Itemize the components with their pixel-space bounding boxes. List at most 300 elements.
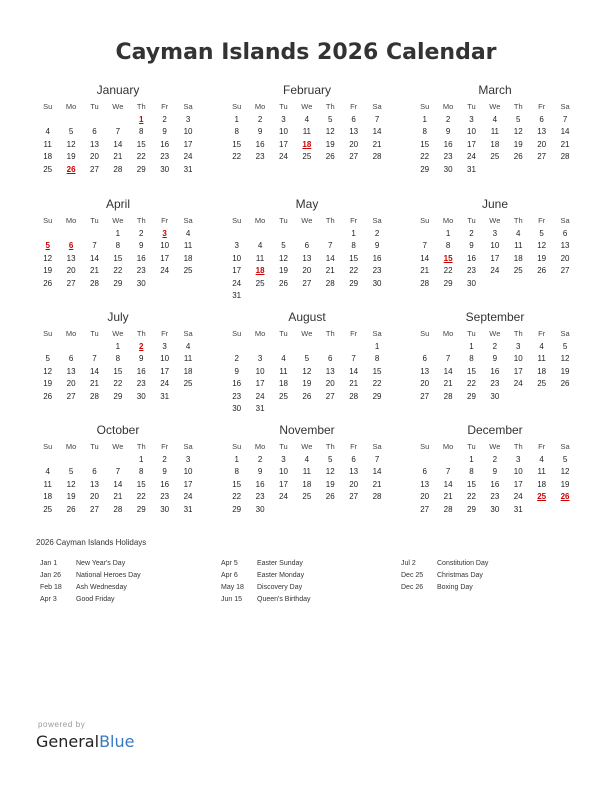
day-cell: 13 <box>349 127 359 137</box>
day-cell: 11 <box>302 467 312 477</box>
day-cell: 3 <box>185 455 191 464</box>
day-cell: 19 <box>513 139 523 149</box>
week-row <box>36 479 200 491</box>
weekday-label: Th <box>136 102 146 111</box>
day-cell: 29 <box>232 504 242 514</box>
day-cell: 3 <box>257 354 263 364</box>
day-cell: 13 <box>349 467 359 477</box>
day-cell <box>342 290 365 302</box>
holiday-entry <box>401 558 571 570</box>
day-cell: 12 <box>66 479 76 489</box>
holiday-column <box>40 558 210 606</box>
day-cell: 19 <box>325 139 335 149</box>
holiday-name: Queen's Birthday <box>257 596 311 603</box>
week-row <box>413 240 577 252</box>
day-cell: 18 <box>279 379 288 389</box>
day-cell: 22 <box>443 266 453 276</box>
weekday-label: Sa <box>183 102 193 111</box>
day-cell: 29 <box>443 278 453 288</box>
day-cell: 13 <box>302 253 312 263</box>
day-cell: 24 <box>279 152 288 162</box>
day-cell: 6 <box>422 354 427 364</box>
day-cell <box>295 403 318 415</box>
day-cell: 17 <box>255 379 265 389</box>
weekday-label: Fr <box>538 102 546 111</box>
day-cell <box>483 164 506 176</box>
day-cell: 21 <box>443 492 453 502</box>
day-cell: 20 <box>349 139 359 149</box>
day-cell: 13 <box>420 366 430 376</box>
day-cell: 23 <box>136 379 146 389</box>
day-cell: 22 <box>113 266 123 276</box>
week-row <box>36 341 200 353</box>
day-cell: 28 <box>560 152 570 162</box>
weekday-label: Th <box>513 216 523 225</box>
day-cell: 29 <box>372 391 382 401</box>
day-cell: 3 <box>234 241 239 251</box>
month-name: July <box>107 310 129 324</box>
week-row <box>36 278 200 290</box>
day-cell: 22 <box>467 492 476 502</box>
weekday-label: Tu <box>467 442 476 451</box>
day-cell: 12 <box>560 354 570 364</box>
week-row <box>413 228 577 240</box>
day-cell: 14 <box>349 366 359 376</box>
day-cell: 8 <box>445 241 451 251</box>
day-cell: 16 <box>490 366 500 376</box>
day-cell: 31 <box>183 164 193 174</box>
day-cell: 21 <box>113 152 123 162</box>
day-cell: 13 <box>90 139 99 149</box>
day-cell <box>553 504 576 516</box>
day-cell: 22 <box>467 379 476 389</box>
day-cell: 10 <box>232 253 242 263</box>
day-cell <box>342 504 365 516</box>
day-cell: 20 <box>420 492 430 502</box>
day-cell: 9 <box>492 467 498 477</box>
holiday-name: Good Friday <box>76 596 115 603</box>
day-cell: 26 <box>302 391 312 401</box>
day-cell: 30 <box>232 403 242 413</box>
day-cell: 10 <box>160 241 170 251</box>
day-cell: 27 <box>66 278 76 288</box>
day-cell: 8 <box>422 127 427 137</box>
day-cell: 16 <box>255 479 265 489</box>
day-cell: 9 <box>139 354 144 364</box>
day-cell: 12 <box>537 241 547 251</box>
day-cell: 10 <box>183 467 193 477</box>
weekday-header <box>413 100 577 114</box>
day-cell <box>176 391 199 403</box>
weekday-label: Sa <box>183 216 193 225</box>
holiday-entry <box>221 558 391 570</box>
weekday-label: Fr <box>161 216 169 225</box>
day-cell: 11 <box>490 127 500 137</box>
day-cell: 8 <box>469 354 474 364</box>
day-cell: 2 <box>374 229 380 238</box>
week-row <box>36 114 200 126</box>
month-name: August <box>288 310 326 324</box>
holiday-entry <box>40 570 210 582</box>
holiday-column <box>221 558 391 606</box>
day-cell: 30 <box>255 504 265 514</box>
day-cell <box>413 228 436 240</box>
week-row <box>36 253 200 265</box>
weekday-label: Su <box>232 329 242 338</box>
holiday-name: New Year's Day <box>76 560 126 567</box>
day-cell: 2 <box>234 354 239 364</box>
day-cell: 19 <box>43 266 53 276</box>
day-cell: 12 <box>43 253 53 263</box>
day-cell: 8 <box>374 354 380 364</box>
weekday-label: Th <box>136 216 146 225</box>
day-cell: 14 <box>90 253 99 263</box>
day-cell: 26 <box>537 266 547 276</box>
week-row <box>413 278 577 290</box>
week-row <box>225 278 389 290</box>
day-cell: 10 <box>467 127 476 137</box>
day-cell: 22 <box>136 492 146 502</box>
week-row <box>225 378 389 390</box>
day-cell: 25 <box>302 492 312 502</box>
holiday-entry <box>40 582 210 594</box>
day-cell: 6 <box>304 241 310 251</box>
month-january <box>36 83 200 176</box>
holiday-date: Dec 25 <box>401 572 424 579</box>
weekday-label: We <box>112 216 124 225</box>
day-cell: 12 <box>560 467 570 477</box>
day-cell: 18 <box>302 479 312 489</box>
day-cell: 16 <box>160 479 170 489</box>
day-cell: 8 <box>115 354 121 364</box>
day-cell: 1 <box>234 455 239 464</box>
week-row <box>225 341 389 353</box>
day-cell <box>365 403 388 415</box>
month-march <box>413 83 577 176</box>
weekday-header <box>413 327 577 341</box>
day-cell <box>59 114 82 126</box>
day-cell: 26 <box>513 152 523 162</box>
logo-text-general: General <box>36 732 100 751</box>
day-cell: 28 <box>325 278 335 288</box>
holiday-date: Dec 26 <box>401 584 424 591</box>
day-cell: 8 <box>351 241 356 251</box>
day-cell: 17 <box>279 479 288 489</box>
day-cell: 27 <box>420 391 430 401</box>
week-row <box>413 353 577 365</box>
day-cell: 14 <box>420 253 430 263</box>
day-cell: 15 <box>467 479 476 489</box>
day-cell: 10 <box>490 241 500 251</box>
holiday-entry <box>221 570 391 582</box>
day-cell: 28 <box>443 504 453 514</box>
day-cell: 2 <box>139 229 144 238</box>
day-cell: 10 <box>255 366 265 376</box>
day-cell: 5 <box>328 115 333 124</box>
day-cell: 4 <box>185 229 191 238</box>
day-cell: 17 <box>232 266 242 276</box>
day-cell: 24 <box>279 492 288 502</box>
day-cell: 7 <box>328 241 333 251</box>
day-cell <box>272 403 295 415</box>
day-cell: 21 <box>372 479 382 489</box>
week-row <box>225 366 389 378</box>
weekday-label: Th <box>325 442 335 451</box>
month-name: February <box>282 83 332 97</box>
holiday-date: Jan 1 <box>40 560 58 567</box>
weekday-label: We <box>489 442 501 451</box>
day-cell: 24 <box>467 152 476 162</box>
day-cell: 16 <box>443 139 453 149</box>
day-cell <box>248 341 271 353</box>
weekday-label: We <box>301 216 313 225</box>
day-cell: 4 <box>492 115 498 124</box>
day-cell: 25 <box>490 152 500 162</box>
day-cell: 30 <box>490 504 500 514</box>
day-cell <box>530 278 553 290</box>
day-cell: 9 <box>492 354 498 364</box>
day-cell <box>59 454 82 466</box>
day-cell: 7 <box>115 467 121 477</box>
day-cell: 9 <box>162 467 167 477</box>
day-cell: 9 <box>374 241 380 251</box>
weekday-label: We <box>112 329 124 338</box>
weekday-header <box>36 214 200 228</box>
weekday-label: Tu <box>467 216 476 225</box>
week-row <box>36 164 200 176</box>
day-cell: 15 <box>232 479 242 489</box>
day-cell: 7 <box>374 115 380 124</box>
day-cell: 7 <box>351 354 356 364</box>
day-cell: 30 <box>490 391 500 401</box>
day-cell: 19 <box>560 366 570 376</box>
day-cell: 14 <box>372 127 382 137</box>
holiday-day: 5 <box>45 241 50 251</box>
day-cell: 11 <box>537 467 546 477</box>
holiday-column <box>401 558 571 594</box>
holidays-title: 2026 Cayman Islands Holidays <box>36 538 147 547</box>
day-cell: 13 <box>420 479 430 489</box>
day-cell: 26 <box>43 391 53 401</box>
day-cell <box>59 341 82 353</box>
week-row <box>225 504 389 516</box>
day-cell: 23 <box>232 391 242 401</box>
weekday-label: Th <box>136 442 146 451</box>
week-row <box>413 366 577 378</box>
day-cell: 6 <box>351 115 356 124</box>
weekday-label: Sa <box>372 102 382 111</box>
weekday-label: Fr <box>161 329 169 338</box>
day-cell: 9 <box>445 127 451 137</box>
day-cell: 27 <box>349 492 359 502</box>
weekday-label: Tu <box>279 102 288 111</box>
day-cell: 11 <box>43 479 52 489</box>
day-cell <box>553 164 576 176</box>
weekday-label: Tu <box>90 102 99 111</box>
day-cell: 24 <box>183 152 193 162</box>
day-cell: 22 <box>349 266 359 276</box>
day-cell: 13 <box>66 253 76 263</box>
weekday-header <box>225 100 389 114</box>
weekday-label: Su <box>43 329 53 338</box>
day-cell: 27 <box>66 391 76 401</box>
day-cell: 24 <box>160 266 170 276</box>
day-cell: 6 <box>92 467 97 477</box>
month-name: June <box>481 197 509 211</box>
holiday-day: 25 <box>537 492 547 502</box>
week-row <box>413 126 577 138</box>
day-cell: 17 <box>513 479 523 489</box>
day-cell: 24 <box>255 391 265 401</box>
day-cell: 2 <box>162 455 167 464</box>
day-cell <box>106 114 129 126</box>
weekday-label: Tu <box>90 442 99 451</box>
day-cell: 4 <box>304 455 310 464</box>
day-cell: 13 <box>537 127 547 137</box>
day-cell: 12 <box>279 253 288 263</box>
day-cell: 1 <box>234 115 239 124</box>
day-cell: 17 <box>160 253 170 263</box>
day-cell: 25 <box>183 379 193 389</box>
day-cell: 1 <box>351 229 356 238</box>
day-cell: 14 <box>372 467 382 477</box>
day-cell: 16 <box>232 379 242 389</box>
day-cell: 24 <box>513 379 523 389</box>
day-cell: 21 <box>113 492 123 502</box>
day-cell: 1 <box>469 342 474 351</box>
day-cell: 28 <box>372 492 382 502</box>
day-cell: 6 <box>92 127 97 137</box>
weekday-label: Su <box>43 102 53 111</box>
day-cell <box>319 341 342 353</box>
month-name: May <box>295 197 319 211</box>
day-cell: 6 <box>422 467 427 477</box>
day-cell: 25 <box>183 266 193 276</box>
day-cell: 27 <box>325 391 335 401</box>
day-cell: 15 <box>113 253 123 263</box>
day-cell: 4 <box>281 354 286 364</box>
holiday-name: Boxing Day <box>437 584 473 591</box>
day-cell: 7 <box>422 241 427 251</box>
week-row <box>225 139 389 151</box>
weekday-label: We <box>301 102 313 111</box>
week-row <box>225 126 389 138</box>
day-cell: 26 <box>279 278 288 288</box>
week-row <box>413 391 577 403</box>
day-cell: 23 <box>490 492 500 502</box>
day-cell: 23 <box>372 266 382 276</box>
day-cell: 25 <box>537 379 547 389</box>
weekday-label: Fr <box>161 442 169 451</box>
day-cell: 17 <box>183 479 193 489</box>
day-cell: 11 <box>255 253 265 263</box>
weekday-label: Tu <box>467 329 476 338</box>
day-cell: 6 <box>351 455 356 464</box>
week-row <box>413 164 577 176</box>
day-cell: 4 <box>185 342 191 351</box>
day-cell: 13 <box>325 366 335 376</box>
day-cell: 4 <box>539 342 544 351</box>
weekday-label: Fr <box>350 216 358 225</box>
week-row <box>413 114 577 126</box>
day-cell: 15 <box>467 366 476 376</box>
weekday-header <box>413 214 577 228</box>
day-cell: 9 <box>469 241 474 251</box>
day-cell: 2 <box>257 115 263 124</box>
holiday-name: Ash Wednesday <box>76 584 127 591</box>
day-cell: 28 <box>420 278 430 288</box>
holiday-day: 6 <box>68 241 74 251</box>
day-cell: 30 <box>160 504 170 514</box>
holiday-date: Apr 6 <box>221 572 238 579</box>
day-cell <box>272 504 295 516</box>
day-cell: 15 <box>136 139 146 149</box>
week-row <box>413 466 577 478</box>
day-cell: 24 <box>232 278 242 288</box>
day-cell: 6 <box>562 229 568 238</box>
day-cell: 15 <box>232 139 242 149</box>
holiday-entry <box>401 582 571 594</box>
day-cell: 18 <box>513 253 523 263</box>
day-cell: 4 <box>45 127 50 137</box>
day-cell: 5 <box>68 127 74 137</box>
day-cell: 19 <box>43 379 53 389</box>
day-cell: 3 <box>185 115 191 124</box>
month-november <box>225 423 389 516</box>
day-cell <box>272 341 295 353</box>
day-cell: 11 <box>279 366 288 376</box>
generalblue-logo[interactable] <box>36 732 134 751</box>
weekday-label: Fr <box>161 102 169 111</box>
day-cell <box>365 504 388 516</box>
week-row <box>225 466 389 478</box>
day-cell: 24 <box>490 266 500 276</box>
day-cell <box>530 391 553 403</box>
month-name: September <box>465 310 525 324</box>
day-cell: 31 <box>513 504 523 514</box>
day-cell: 18 <box>537 366 547 376</box>
day-cell: 27 <box>302 278 312 288</box>
day-cell: 15 <box>372 366 382 376</box>
weekday-label: Mo <box>65 102 77 111</box>
weekday-label: Tu <box>90 329 99 338</box>
weekday-label: Mo <box>254 442 266 451</box>
holiday-entry <box>221 594 391 606</box>
day-cell: 10 <box>513 354 523 364</box>
day-cell: 20 <box>66 266 76 276</box>
day-cell: 12 <box>325 127 335 137</box>
week-row <box>36 126 200 138</box>
day-cell: 10 <box>513 467 523 477</box>
day-cell: 10 <box>279 467 288 477</box>
day-cell: 12 <box>66 139 76 149</box>
weekday-label: Th <box>513 329 523 338</box>
weekday-label: Su <box>43 216 53 225</box>
day-cell <box>530 504 553 516</box>
day-cell: 29 <box>420 164 430 174</box>
holiday-entry <box>401 570 571 582</box>
weekday-label: We <box>112 442 124 451</box>
day-cell: 20 <box>90 152 99 162</box>
day-cell: 23 <box>136 266 146 276</box>
day-cell: 17 <box>279 139 288 149</box>
day-cell: 9 <box>257 127 263 137</box>
weekday-label: Mo <box>254 329 266 338</box>
day-cell: 20 <box>349 479 359 489</box>
day-cell: 10 <box>183 127 193 137</box>
day-cell: 19 <box>302 379 312 389</box>
week-row <box>225 391 389 403</box>
